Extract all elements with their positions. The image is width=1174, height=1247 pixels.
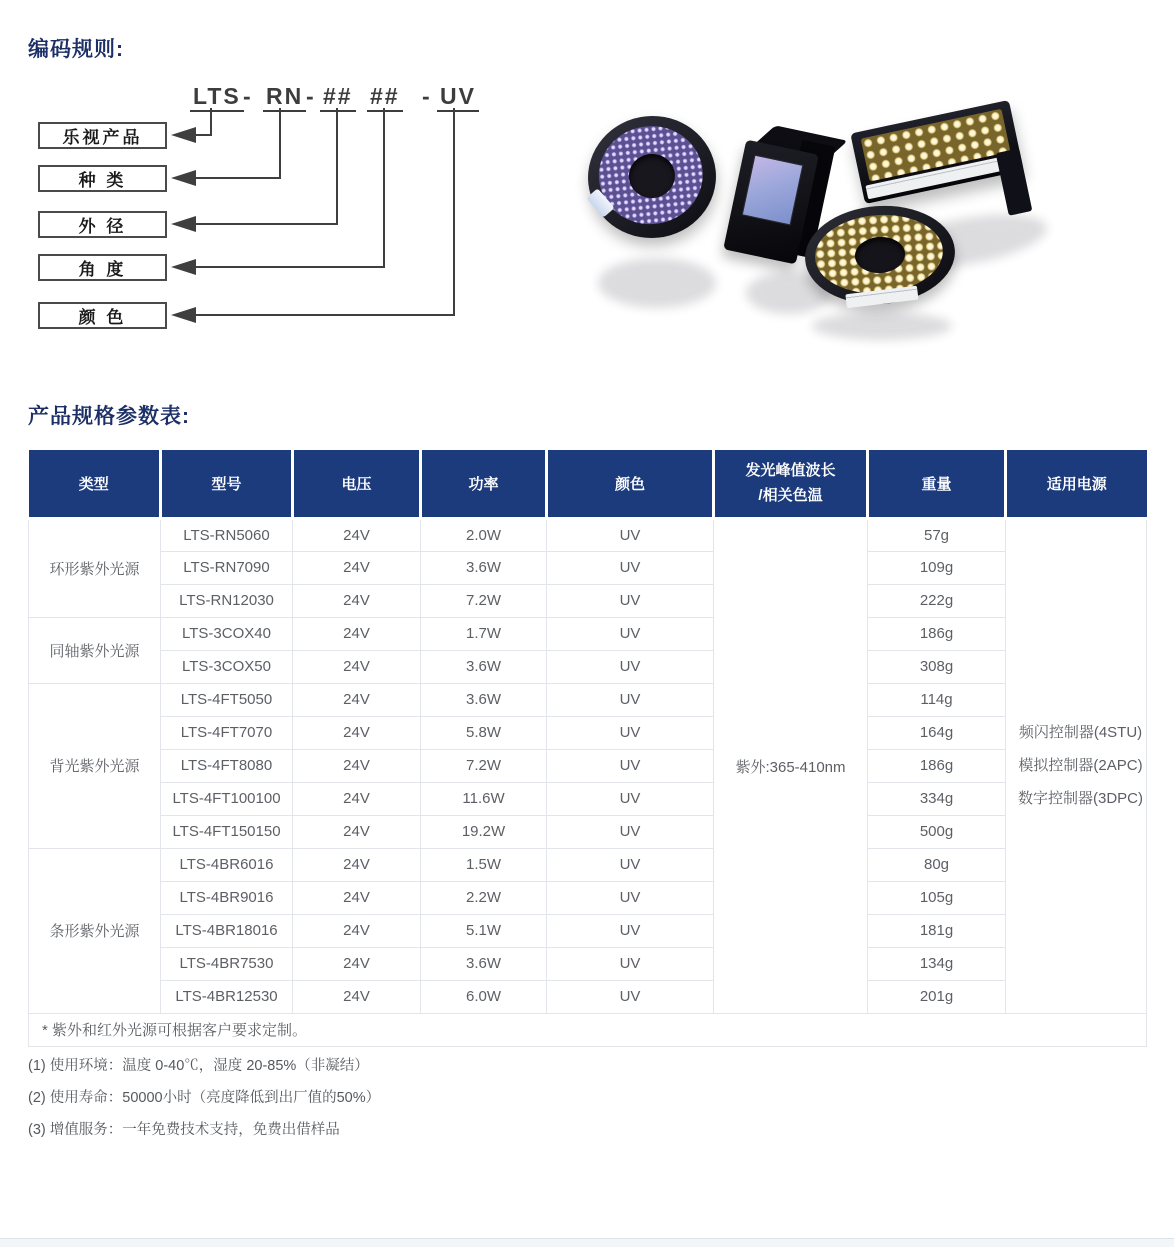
power-cell: 7.2W [421,584,547,617]
notes-section [28,1056,380,1152]
power-cell: 3.6W [421,551,547,584]
power-cell: 3.6W [421,650,547,683]
voltage-cell: 24V [293,551,421,584]
model-cell: LTS-4BR6016 [161,848,293,881]
code-segment-product: LTS [190,84,244,112]
voltage-cell: 24V [293,881,421,914]
col-header-weight: 重量 [868,450,1006,518]
col-header-wavelength-line2: /相关色温 [758,487,823,505]
model-cell: LTS-RN7090 [161,551,293,584]
type-cell: 条形紫外光源 [29,848,161,1013]
color-cell: UV [547,881,714,914]
model-cell: LTS-4FT5050 [161,683,293,716]
voltage-cell: 24V [293,584,421,617]
col-header-wavelength [714,450,868,518]
col-header-power: 功率 [421,450,547,518]
label-box-diameter: 外 径 [38,211,167,238]
label-box-product: 乐视产品 [38,122,167,149]
code-dash: - [243,83,253,109]
label-box-angle: 角 度 [38,254,167,281]
col-header-power-supply: 适用电源 [1006,450,1147,518]
color-cell: UV [547,716,714,749]
weight-cell: 186g [868,617,1006,650]
note-lifespan: (2) 使用寿命：50000小时（亮度降低到出厂值的50%） [28,1090,381,1106]
coaxial-screen [742,155,804,226]
voltage-cell: 24V [293,980,421,1013]
code-segment-color: UV [437,84,479,112]
power-cell: 2.0W [421,518,547,551]
model-cell: LTS-4BR12530 [161,980,293,1013]
model-cell: LTS-3COX50 [161,650,293,683]
weight-cell: 334g [868,782,1006,815]
table-row [29,749,1147,782]
power-cell: 3.6W [421,947,547,980]
weight-cell: 308g [868,650,1006,683]
color-cell: UV [547,749,714,782]
voltage-cell: 24V [293,914,421,947]
coding-rules-title: 编码规则: [28,38,124,61]
weight-cell: 186g [868,749,1006,782]
model-cell: LTS-4FT150150 [161,815,293,848]
voltage-cell: 24V [293,749,421,782]
voltage-cell: 24V [293,782,421,815]
col-header-wavelength-line1: 发光峰值波长 [745,462,836,480]
voltage-cell: 24V [293,848,421,881]
color-cell: UV [547,518,714,551]
power-supply-option: 数字控制器(3DPC) [1017,790,1143,807]
col-header-voltage: 电压 [293,450,421,518]
color-cell: UV [547,980,714,1013]
voltage-cell: 24V [293,947,421,980]
table-row [29,947,1147,980]
spec-table-title: 产品规格参数表: [28,405,190,428]
voltage-cell: 24V [293,650,421,683]
color-cell: UV [547,815,714,848]
type-cell: 背光紫外光源 [29,683,161,848]
table-row [29,518,1147,551]
color-cell: UV [547,650,714,683]
power-cell: 6.0W [421,980,547,1013]
weight-cell: 164g [868,716,1006,749]
voltage-cell: 24V [293,617,421,650]
code-segment-angle: ## [367,84,403,112]
power-cell: 11.6W [421,782,547,815]
label-box-kind: 种 类 [38,165,167,192]
model-cell: LTS-4FT7070 [161,716,293,749]
table-row [29,980,1147,1013]
color-cell: UV [547,683,714,716]
weight-cell: 222g [868,584,1006,617]
code-dash: - [422,83,432,109]
weight-cell: 201g [868,980,1006,1013]
weight-cell: 500g [868,815,1006,848]
model-cell: LTS-3COX40 [161,617,293,650]
color-cell: UV [547,848,714,881]
power-cell: 5.1W [421,914,547,947]
color-cell: UV [547,617,714,650]
power-cell: 19.2W [421,815,547,848]
power-cell: 2.2W [421,881,547,914]
model-cell: LTS-4FT100100 [161,782,293,815]
table-row [29,848,1147,881]
reflection [812,312,952,340]
weight-cell: 109g [868,551,1006,584]
footnote-row [29,1013,1147,1046]
uv-ring-light-image [582,110,722,245]
reflection [598,258,716,308]
table-row [29,683,1147,716]
table-row [29,782,1147,815]
type-cell: 同轴紫外光源 [29,617,161,683]
power-cell: 1.5W [421,848,547,881]
color-cell: UV [547,947,714,980]
wavelength-cell: 紫外:365-410nm [714,518,868,1013]
table-row [29,551,1147,584]
label-box-color: 颜 色 [38,302,167,329]
weight-cell: 181g [868,914,1006,947]
power-cell: 7.2W [421,749,547,782]
model-cell: LTS-4BR18016 [161,914,293,947]
power-cell: 5.8W [421,716,547,749]
note-service: (3) 增值服务：一年免费技术支持，免费出借样品 [28,1122,340,1138]
color-cell: UV [547,551,714,584]
bar-light-image [850,86,1030,226]
product-photos [550,80,1170,345]
model-cell: LTS-4BR9016 [161,881,293,914]
coding-rule-diagram [0,0,560,350]
table-row [29,716,1147,749]
type-cell: 环形紫外光源 [29,518,161,617]
weight-cell: 80g [868,848,1006,881]
power-supply-option: 频闪控制器(4STU) [1018,724,1143,741]
color-cell: UV [547,584,714,617]
voltage-cell: 24V [293,716,421,749]
col-header-model: 型号 [161,450,293,518]
voltage-cell: 24V [293,683,421,716]
power-cell: 3.6W [421,683,547,716]
footer-band [0,1238,1174,1247]
col-header-type: 类型 [29,450,161,518]
col-header-color: 颜色 [547,450,714,518]
table-row [29,914,1147,947]
table-row [29,584,1147,617]
model-cell: LTS-RN5060 [161,518,293,551]
voltage-cell: 24V [293,815,421,848]
color-cell: UV [547,782,714,815]
table-footnote: * 紫外和红外光源可根据客户要求定制。 [29,1013,1147,1046]
table-row [29,617,1147,650]
power-supply-cell [1006,518,1147,1013]
arrow-left-icon [171,127,196,323]
table-row [29,815,1147,848]
model-cell: LTS-RN12030 [161,584,293,617]
weight-cell: 105g [868,881,1006,914]
table-row [29,881,1147,914]
code-dash: - [306,83,316,109]
spec-table [28,450,1147,1047]
color-cell: UV [547,914,714,947]
code-segment-diameter: ## [320,84,356,112]
header-row [29,450,1147,518]
weight-cell: 57g [868,518,1006,551]
note-environment: (1) 使用环境：温度 0-40℃，湿度 20-85%（非凝结） [28,1058,369,1074]
power-supply-option: 模拟控制器(2APC) [1018,757,1143,774]
table-row [29,650,1147,683]
model-cell: LTS-4FT8080 [161,749,293,782]
code-segment-kind: RN [263,84,306,112]
weight-cell: 114g [868,683,1006,716]
voltage-cell: 24V [293,518,421,551]
bar-light-end [996,148,1033,216]
model-cell: LTS-4BR7530 [161,947,293,980]
power-cell: 1.7W [421,617,547,650]
weight-cell: 134g [868,947,1006,980]
